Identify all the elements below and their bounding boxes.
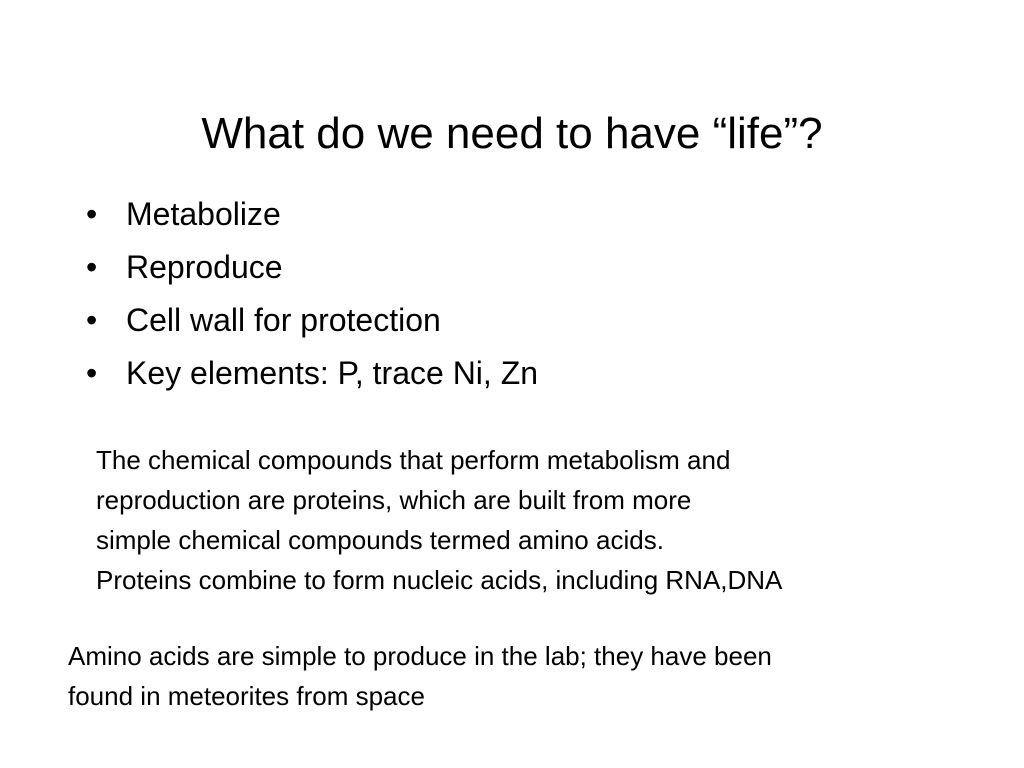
bullet-dot-icon: •	[86, 355, 98, 391]
paragraph-line: reproduction are proteins, which are built from more	[96, 485, 692, 515]
paragraph-line: Proteins combine to form nucleic acids, including RNA,DNA	[96, 565, 783, 595]
bullet-text: Key elements: P, trace Ni, Zn	[126, 355, 539, 391]
bullet-text: Reproduce	[126, 249, 283, 285]
protein-paragraph	[96, 440, 1016, 600]
paragraph-line: simple chemical compounds termed amino acids.	[96, 525, 664, 555]
slide-title: What do we need to have “life”?	[201, 109, 823, 158]
bullet-text: Metabolize	[126, 196, 281, 232]
paragraph-line: Amino acids are simple to produce in the lab; they have been	[68, 641, 772, 671]
bullet-dot-icon: •	[86, 302, 98, 338]
bullet-dot-icon: •	[86, 249, 98, 285]
bullet-dot-icon: •	[86, 196, 98, 232]
paragraph-line: The chemical compounds that perform metabolism and	[96, 445, 731, 475]
paragraph-line: found in meteorites from space	[68, 681, 425, 711]
bullet-text: Cell wall for protection	[126, 302, 441, 338]
amino-acid-paragraph	[68, 636, 1008, 716]
